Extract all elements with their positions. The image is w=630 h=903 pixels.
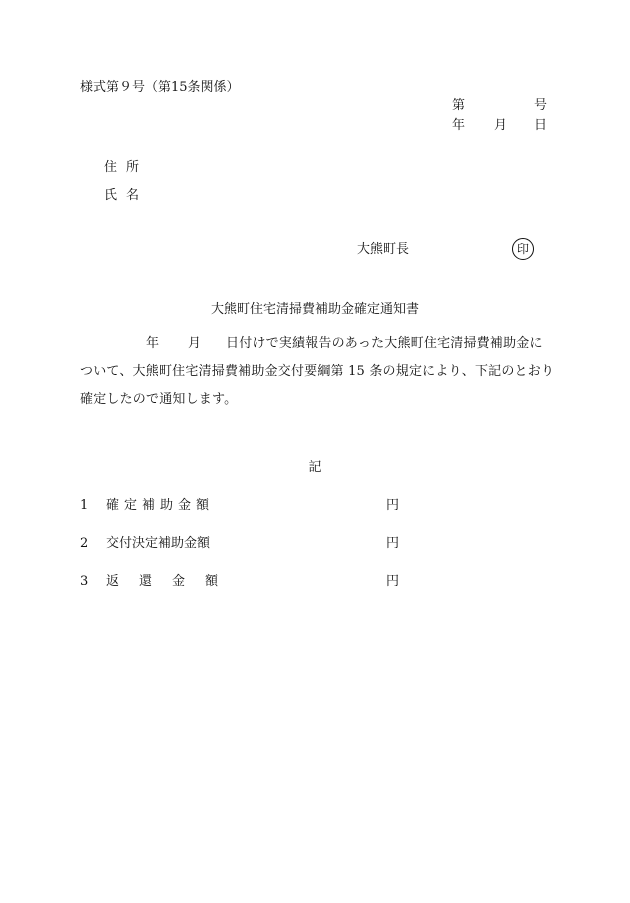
seal-mark: 印 — [512, 238, 534, 260]
body-line-2: ついて、大熊町住宅清掃費補助金交付要綱第 15 条の規定により、下記のとおり — [80, 364, 555, 379]
document-number-prefix: 第 — [452, 98, 466, 113]
document-number-suffix: 号 — [534, 98, 548, 113]
record-heading: 記 — [308, 460, 322, 475]
document-title: 大熊町住宅清掃費補助金確定通知書 — [210, 302, 419, 317]
item-label-confirmed-amount: 確定補助金額 — [106, 498, 215, 513]
item-unit: 円 — [386, 536, 400, 551]
body-year-label: 年 — [146, 336, 160, 351]
form-number: 様式第９号（第15条関係） — [80, 80, 240, 95]
body-line-1-text: 日付けで実績報告のあった大熊町住宅清掃費補助金に — [226, 336, 543, 351]
body-month-label: 月 — [188, 336, 202, 351]
date-year-label: 年 — [452, 118, 466, 133]
date-day-label: 日 — [534, 118, 548, 133]
item-number: 2 — [80, 536, 89, 551]
item-label-refund-amount: 返還金額 — [106, 574, 239, 589]
item-label-decided-amount: 交付決定補助金額 — [106, 536, 211, 551]
item-unit: 円 — [386, 498, 400, 513]
item-number: 3 — [80, 574, 89, 589]
recipient-address-label: 住所 — [104, 160, 149, 175]
item-unit: 円 — [386, 574, 400, 589]
item-number: 1 — [80, 498, 89, 513]
date-month-label: 月 — [494, 118, 508, 133]
recipient-name-label: 氏名 — [104, 188, 149, 203]
body-line-3: 確定したので通知します。 — [80, 392, 238, 407]
issuer-title: 大熊町長 — [357, 242, 410, 257]
